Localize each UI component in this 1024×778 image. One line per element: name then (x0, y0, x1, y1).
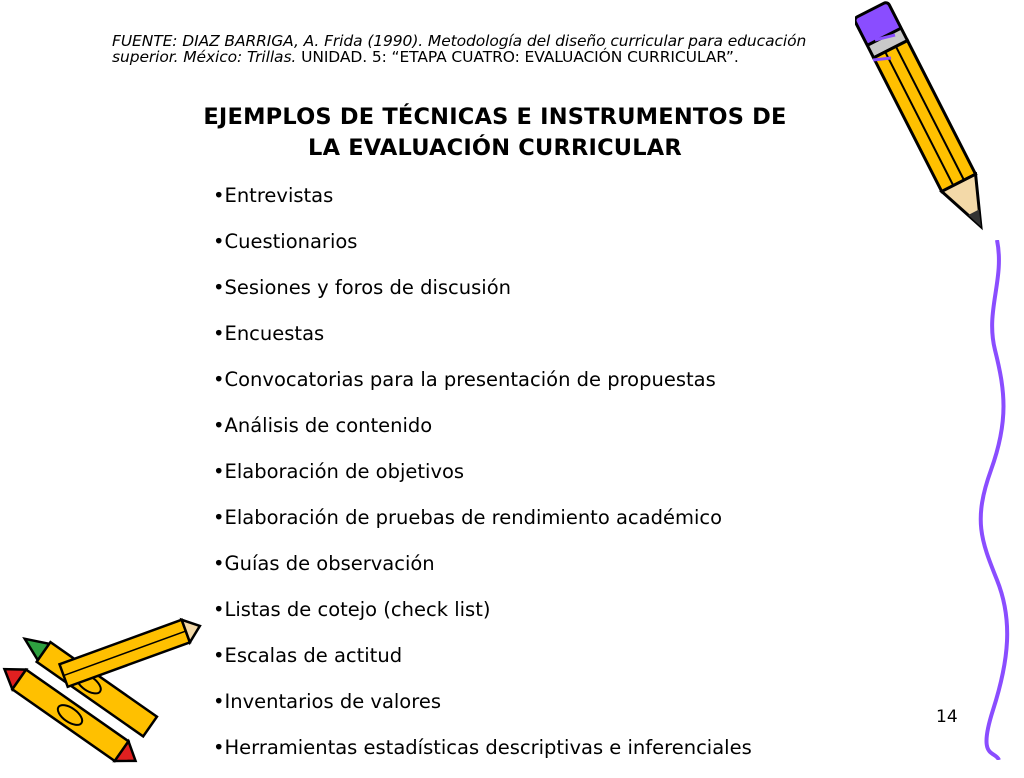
list-item: •Encuestas (213, 322, 325, 345)
slide-title-line-2: LA EVALUACIÓN CURRICULAR (308, 135, 682, 161)
squiggle-line-icon (975, 240, 1015, 760)
list-item: •Herramientas estadísticas descriptivas e inferenciales (213, 736, 752, 759)
list-item: •Listas de cotejo (check list) (213, 598, 491, 621)
list-item: •Guías de observación (213, 552, 435, 575)
list-item: •Elaboración de pruebas de rendimiento académico (213, 506, 723, 529)
list-item: •Análisis de contenido (213, 414, 433, 437)
slide-title-line-1: EJEMPLOS DE TÉCNICAS E INSTRUMENTOS DE (203, 104, 787, 130)
list-item: •Entrevistas (213, 184, 334, 207)
crayons-clipart-icon (0, 615, 210, 765)
source-citation-reference: FUENTE: DIAZ BARRIGA, A. Frida (1990). Metodología del diseño curricular para educación superior. México: Trillas. (112, 32, 807, 66)
list-item: •Sesiones y foros de discusión (213, 276, 511, 299)
source-citation-unit: UNIDAD. 5: “ETAPA CUATRO: EVALUACIÓN CURRICULAR”. (296, 48, 739, 66)
source-citation (112, 33, 832, 65)
list-item: •Escalas de actitud (213, 644, 403, 667)
pencil-clipart-icon (855, 0, 1005, 245)
list-item: •Elaboración de objetivos (213, 460, 465, 483)
page-number: 14 (936, 707, 958, 727)
slide-title (120, 102, 870, 164)
list-item: •Cuestionarios (213, 230, 358, 253)
techniques-list (213, 180, 752, 778)
list-item: •Convocatorias para la presentación de propuestas (213, 368, 716, 391)
list-item: •Inventarios de valores (213, 690, 441, 713)
